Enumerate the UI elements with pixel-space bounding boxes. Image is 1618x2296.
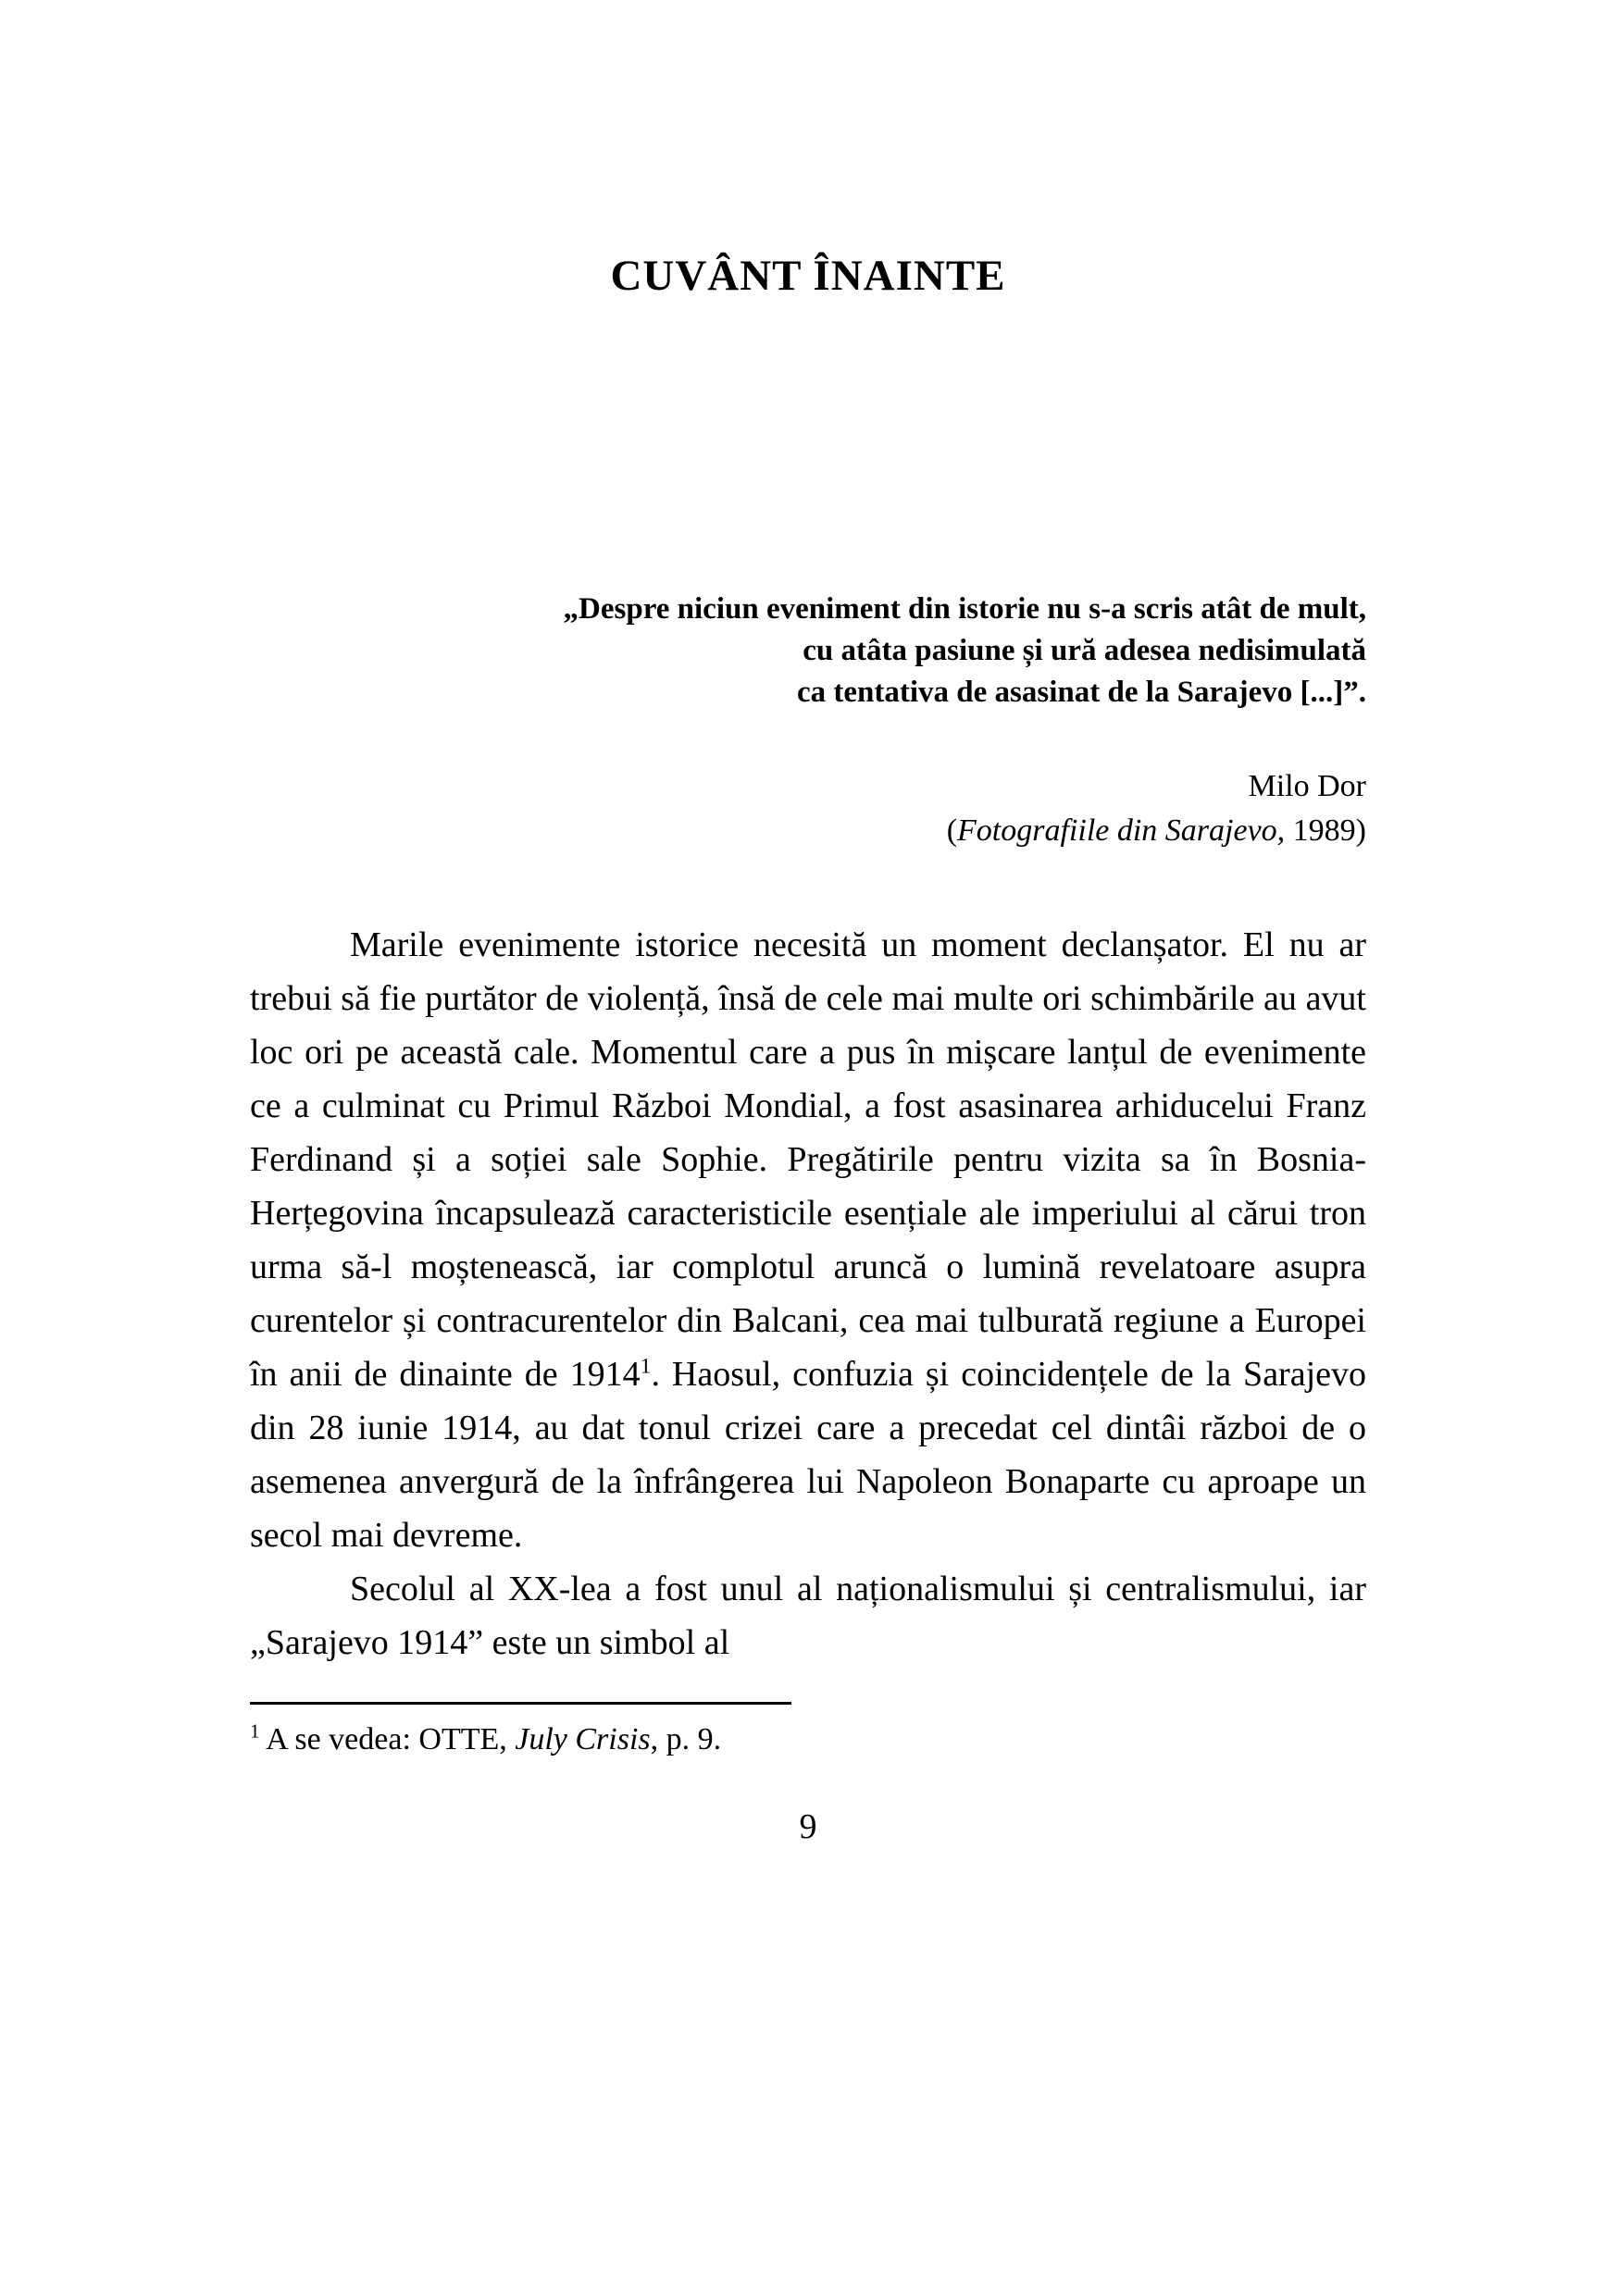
paragraph-1 [250,918,1366,1562]
epigraph-line-2: cu atâta pasiune și ură adesea nedisimulată [803,634,1366,667]
attribution-work-prefix: ( [946,813,958,848]
footnote-1-work-title: July Crisis [515,1722,651,1756]
footnote-1-text: A se vedea: OTTE, [259,1722,516,1756]
epigraph-line-3: ca tentativa de asasinat de la Sarajevo [...]”. [796,676,1366,709]
paragraph-2: Secolul al XX-lea a fost unul al naționalismului și centralismului, iar „Sarajevo 1914” este un simbol al [250,1570,1366,1662]
attribution-work-year: 1989) [1285,813,1366,848]
body-text [250,918,1366,1669]
footnote-1 [250,1718,1366,1762]
epigraph-line-1: „Despre niciun eveniment din istorie nu s-a scris atât de mult, [563,592,1366,626]
page-title: CUVÂNT ÎNAINTE [610,252,1006,300]
attribution-author: Milo Dor [1248,769,1366,803]
paragraph-1-text-after-ref: . Haosul, confuzia și coincidențele de la Sarajevo din 28 iunie 1914, au dat tonul crizei care a precedat cel dintâi război de o asemenea anvergură de la înfrângerea lui Napoleon Bonaparte cu aproape un secol mai devreme. [250,1355,1366,1555]
paragraph-1-text: Marile evenimente istorice necesită un moment declanșator. El nu ar trebui să fie purtător de violență, însă de cele mai multe ori schimbările au avut loc ori pe această cale. Momentul care a pus în mișcare lanțul de evenimente ce a culminat cu Primul Război Mondial, a fost asasinarea arhiducelui Franz Ferdinand și a soției sale Sophie. Pregătirile pentru vizita sa în Bosnia-Herțegovina încapsulează caracteristicile esențiale ale imperiului al cărui tron urma să-l moștenească, iar complotul aruncă o lumină revelatoare asupra curentelor și contracurentelor din Balcani, cea mai tulburată regiune a Europei în anii de dinainte de 1914 [250,925,1366,1394]
page-number: 9 [799,1807,817,1846]
footnote-1-page-ref: , p. 9. [650,1722,722,1756]
attribution-work-title: Fotografiile din Sarajevo, [957,813,1286,848]
footnote-area [250,1702,1366,1762]
footnote-1-marker: 1 [250,1719,260,1743]
footnote-reference-1: 1 [640,1354,652,1379]
footnote-separator-rule [250,1702,791,1705]
epigraph [250,589,1366,714]
attribution-work [250,809,1366,853]
epigraph-attribution [250,764,1366,853]
